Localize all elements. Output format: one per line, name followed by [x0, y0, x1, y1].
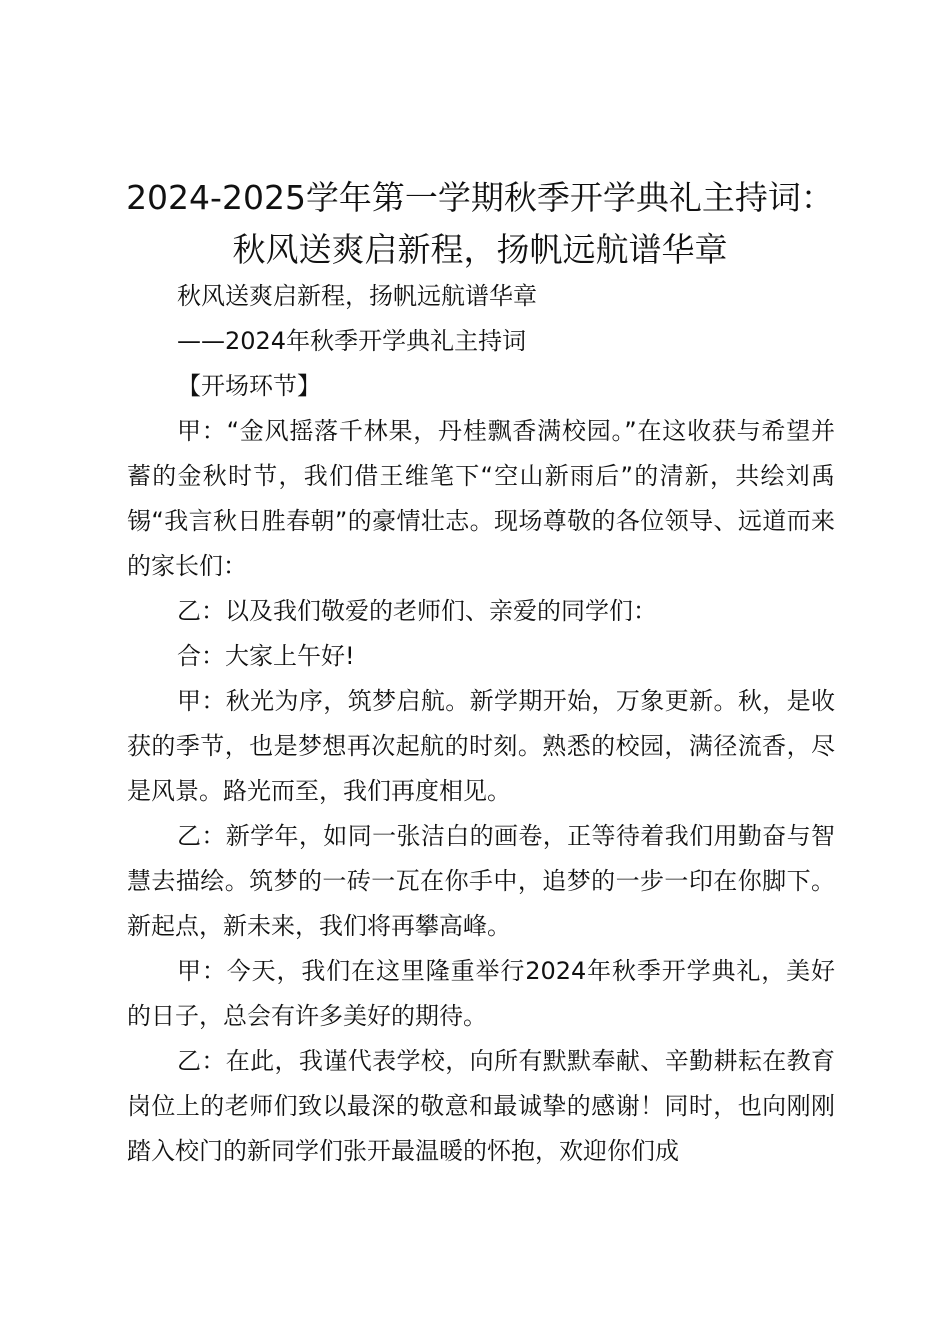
subtitle: 秋风送爽启新程，扬帆远航谱华章: [177, 282, 537, 310]
paragraph: 甲：今天，我们在这里隆重举行2024年秋季开学典礼，美好的日子，总会有许多美好的期待。: [127, 957, 835, 1030]
paragraph: 乙：新学年，如同一张洁白的画卷，正等待着我们用勤奋与智慧去描绘。筑梦的一砖一瓦在你手中，追梦的一步一印在你脚下。新起点，新未来，我们将再攀高峰。: [127, 822, 835, 940]
section-heading: 【开场环节】: [177, 372, 321, 400]
document-title: 2024-2025学年第一学期秋季开学典礼主持词：秋风送爽启新程，扬帆远航谱华章: [126, 178, 834, 269]
paragraph: 乙：在此，我谨代表学校，向所有默默奉献、辛勤耕耘在教育岗位上的老师们致以最深的敬意和最诚挚的感谢！同时，也向刚刚踏入校门的新同学们张开最温暖的怀抱，欢迎你们成: [127, 1047, 835, 1165]
document-body: [127, 274, 835, 1174]
paragraph: 乙：以及我们敬爱的老师们、亲爱的同学们：: [177, 597, 657, 625]
paragraph: 合：大家上午好!: [177, 642, 355, 670]
paragraph: 甲：“金风摇落千林果，丹桂飘香满校园。”在这收获与希望并蓄的金秋时节，我们借王维笔下“空山新雨后”的清新，共绘刘禹锡“我言秋日胜春朝”的豪情壮志。现场尊敬的各位领导、远道而来的家长们：: [127, 417, 835, 580]
paragraph: 甲：秋光为序，筑梦启航。新学期开始，万象更新。秋，是收获的季节，也是梦想再次起航的时刻。熟悉的校园，满径流香，尽是风景。路光而至，我们再度相见。: [127, 687, 835, 805]
subtitle-secondary: ——2024年秋季开学典礼主持词: [177, 327, 527, 355]
